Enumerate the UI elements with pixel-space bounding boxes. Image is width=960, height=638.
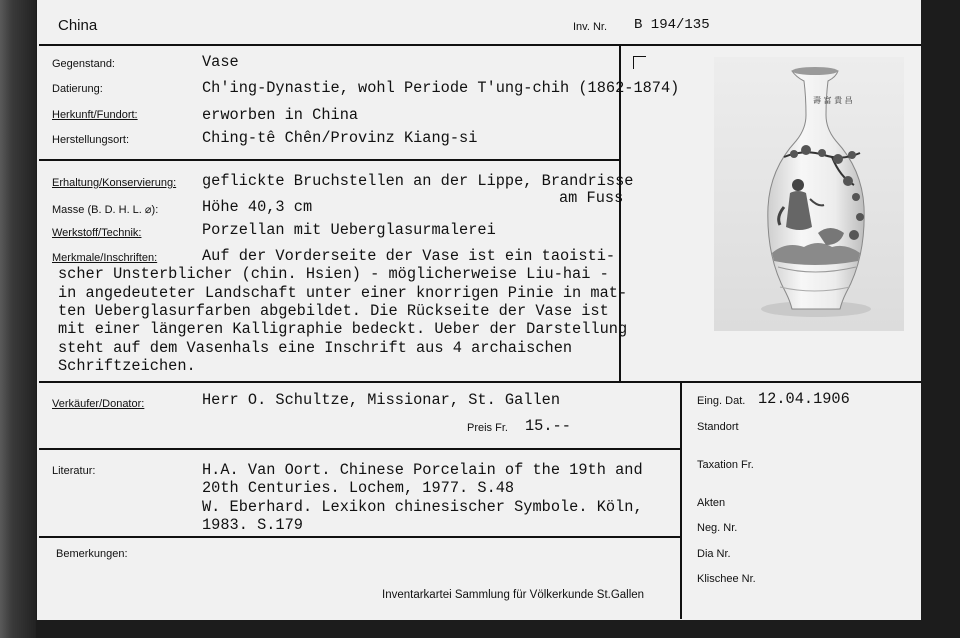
erhaltung-value-cont: am Fuss <box>559 189 624 207</box>
erhaltung-value: geflickte Bruchstellen an der Lippe, Brandrisse <box>202 172 634 190</box>
institution-footer: Inventarkartei Sammlung für Völkerkunde St.Gallen <box>382 589 645 601</box>
werkstoff-label: Werkstoff/Technik: <box>52 227 142 239</box>
werkstoff-value: Porzellan mit Ueberglasurmalerei <box>202 221 496 239</box>
klischee-nr-label: Klischee Nr. <box>697 573 756 585</box>
datierung-value: Ch'ing-Dynastie, wohl Periode T'ung-chih (1862-1874) <box>202 79 680 97</box>
merkmale-line-3: in angedeuteter Landschaft unter einer knorrigen Pinie in mat- <box>58 283 628 302</box>
neg-nr-label: Neg. Nr. <box>697 522 738 534</box>
herstellungsort-value: Ching-tê Chên/Provinz Kiang-si <box>202 129 478 147</box>
merkmale-line-6: steht auf dem Vasenhals eine Inschrift aus 4 archaischen <box>58 338 573 357</box>
merkmale-line-7: Schriftzeichen. <box>58 356 196 375</box>
rule-section-1 <box>39 159 620 161</box>
verkaeufer-label: Verkäufer/Donator: <box>52 398 145 410</box>
scan-edge <box>0 0 36 638</box>
eing-dat-label: Eing. Dat. <box>697 395 746 407</box>
literatur-line-3: W. Eberhard. Lexikon chinesischer Symbole. Köln, <box>202 497 643 516</box>
vase-illustration <box>714 57 904 331</box>
preis-label: Preis Fr. <box>467 422 508 434</box>
merkmale-line-2: scher Unsterblicher (chin. Hsien) - möglicherweise Liu-hai - <box>58 265 609 284</box>
rule-section-4 <box>39 536 681 538</box>
rule-header <box>39 44 921 46</box>
masse-label: Masse (B. D. H. L. ⌀): <box>52 204 159 216</box>
eing-dat-value: 12.04.1906 <box>758 390 850 408</box>
gegenstand-label: Gegenstand: <box>52 58 115 70</box>
merkmale-line-5: mit einer längeren Kalligraphie bedeckt. Ueber der Darstellung <box>58 320 628 339</box>
merkmale-label: Merkmale/Inschriften: <box>52 252 158 264</box>
merkmale-line-4: ten Ueberglasurfarben abgebildet. Die Rückseite der Vase ist <box>58 301 609 320</box>
gegenstand-value: Vase <box>202 53 239 71</box>
literatur-line-4: 1983. S.179 <box>202 515 303 534</box>
neck-inscription: 壽 富 貴 昌 <box>813 96 853 105</box>
taxation-label: Taxation Fr. <box>697 459 754 471</box>
rule-section-3 <box>39 448 681 450</box>
inv-number: B 194/135 <box>634 17 710 33</box>
verkaeufer-value: Herr O. Schultze, Missionar, St. Gallen <box>202 391 561 409</box>
herkunft-value: erworben in China <box>202 106 359 124</box>
preis-value: 15.-- <box>525 417 571 435</box>
vase-photo <box>714 57 904 331</box>
literatur-line-1: H.A. Van Oort. Chinese Porcelain of the 19th and <box>202 461 643 479</box>
herstellungsort-label: Herstellungsort: <box>52 134 130 146</box>
literatur-label: Literatur: <box>52 465 96 477</box>
literatur-line-2: 20th Centuries. Lochem, 1977. S.48 <box>202 479 515 498</box>
masse-value: Höhe 40,3 cm <box>202 198 313 216</box>
inv-label: Inv. Nr. <box>573 21 608 33</box>
bemerkungen-label: Bemerkungen: <box>56 548 128 560</box>
corner-mark <box>633 56 646 69</box>
datierung-label: Datierung: <box>52 83 103 95</box>
herkunft-label: Herkunft/Fundort: <box>52 109 138 121</box>
standort-label: Standort <box>697 421 739 433</box>
rule-section-2 <box>39 381 921 383</box>
akten-label: Akten <box>697 497 726 509</box>
country-label: China <box>58 17 98 34</box>
rule-right-panel <box>680 382 682 619</box>
merkmale-line-1: Auf der Vorderseite der Vase ist ein taoisti- <box>202 247 616 265</box>
erhaltung-label: Erhaltung/Konservierung: <box>52 177 177 189</box>
dia-nr-label: Dia Nr. <box>697 548 731 560</box>
